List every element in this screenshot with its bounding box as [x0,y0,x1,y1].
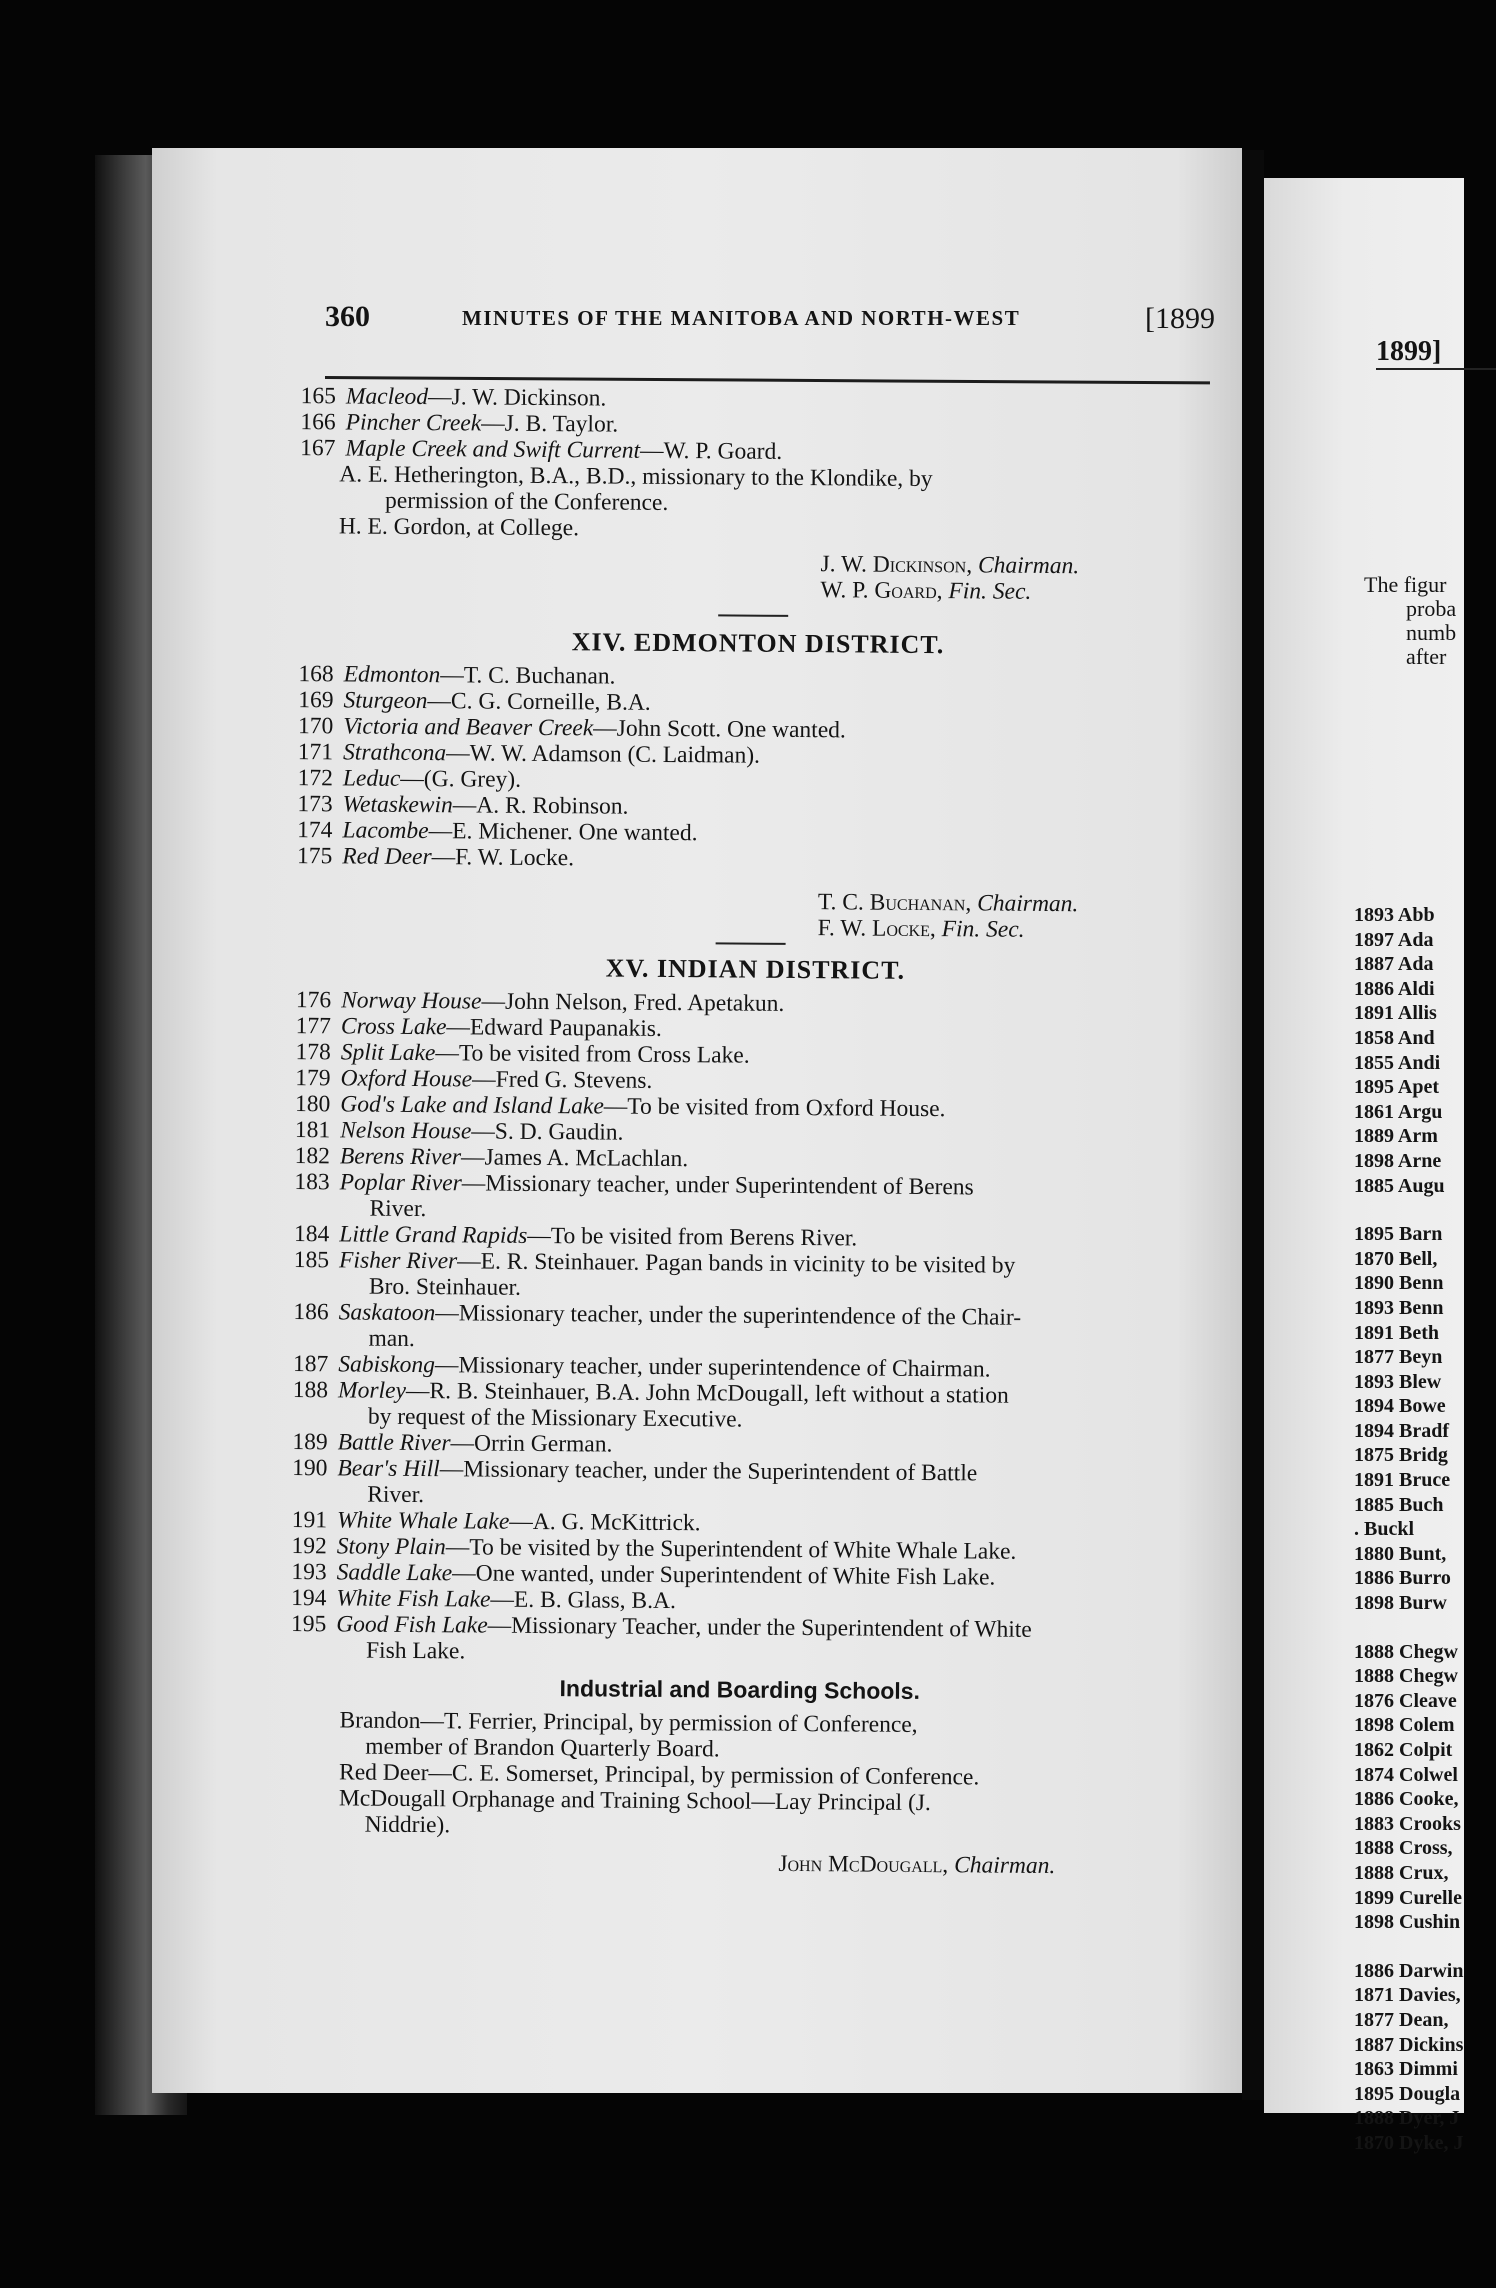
entry-text: —W. P. Goard. [639,437,783,465]
entry-text: —Edward Paupanakis. [446,1014,662,1042]
facing-list-item: 1888 Dyer, J [1354,2107,1460,2130]
facing-list-item: 1890 Benn [1354,1272,1444,1295]
station-name: God's Lake and Island Lake [340,1091,604,1120]
facing-list-item: 1897 Ada [1354,928,1434,951]
entry-continuation: River. [369,1195,427,1223]
facing-list-item: 1874 Colwel [1354,1763,1458,1786]
facing-list-item: 1898 Arne [1354,1149,1442,1172]
facing-list-item: 1895 Dougla [1354,2082,1461,2105]
entry-text: —Missionary teacher, under the superintendence of the Chair- [435,1300,1022,1331]
facing-list-item: 1888 Crux, [1354,1861,1449,1884]
entry-number: 191 [291,1507,328,1534]
chairman-name: John McDougall, [778,1850,949,1879]
station-name: Saddle Lake [336,1559,453,1587]
facing-list-item: 1877 Beyn [1354,1346,1443,1369]
facing-list-item: 1880 Bunt, [1354,1542,1447,1565]
page-body [278,383,1210,1880]
entry-text: —A. R. Robinson. [452,792,629,820]
station-name: Good Fish Lake [336,1611,488,1639]
entry-text: —To be visited from Cross Lake. [435,1040,750,1069]
facing-list-item: 1888 Chegw [1354,1640,1458,1663]
facing-list-item: 1887 Dickins [1354,2033,1464,2056]
list-gap [1354,1935,1463,1959]
note-text: H. E. Gordon, at College. [338,513,580,542]
facing-list-item: 1886 Aldi [1354,977,1435,1000]
facing-list-item: 1895 Apet [1354,1076,1439,1099]
facing-list-item: 1862 Colpit [1354,1739,1453,1761]
entry-text: —A. G. McKittrick. [509,1508,701,1537]
entry-text: —Orrin German. [450,1430,613,1458]
entry-text: —To be visited by the Superintendent of White Whale Lake. [445,1534,1017,1565]
station-name: Nelson House [340,1117,472,1145]
entry-number: 171 [297,739,334,766]
facing-page-rule [1376,368,1496,370]
station-name: Oxford House [340,1065,473,1093]
station-name: Split Lake [340,1039,436,1067]
station-name: Leduc [342,765,401,792]
facing-intro-line: after [1406,644,1447,669]
station-name: Bear's Hill [337,1455,440,1483]
entry-text: —Missionary teacher, under the Superintendent of Battle [439,1456,978,1487]
entry-number: 188 [292,1377,329,1404]
facing-list-item: 1855 Andi [1354,1051,1441,1074]
entry-number: 187 [292,1351,329,1378]
station-name: Macleod [345,383,429,411]
entry-continuation: River. [367,1481,425,1509]
station-name: Pincher Creek [345,409,482,437]
facing-list-item: . Buckl [1354,1518,1415,1541]
station-name: Red Deer [342,843,432,871]
entry-number: 173 [297,791,333,818]
entry-text: —James A. McLachlan. [460,1144,689,1173]
facing-list-item: 1899 Curelle [1354,1886,1462,1909]
entry-number: 165 [300,383,336,410]
station-name: Cross Lake [340,1013,447,1041]
facing-list-item: 1898 Burw [1354,1592,1447,1615]
page-gutter [1242,150,1264,2100]
facing-intro-line: proba [1406,596,1457,621]
entry-number: 189 [292,1429,328,1456]
facing-list-item: 1893 Benn [1354,1296,1444,1319]
facing-page-list [1354,903,1463,2156]
station-name: Strathcona [342,739,447,767]
section-xv-entries [280,987,1205,1670]
station-name: Saskatoon [338,1299,436,1327]
station-name: Wetaskewin [342,791,453,819]
entry-text: —(G. Grey). [400,765,522,793]
entry-number: 170 [297,713,334,740]
entry-number: 172 [297,765,333,792]
facing-list-item: 1898 Colem [1354,1714,1455,1737]
finsec-title: Fin. Sec. [948,578,1032,605]
entry-text: —Missionary Teacher, under the Superintendent of White [487,1612,1032,1643]
schools-text: McDougall Orphanage and Training School—Lay Principal (J. [338,1785,931,1817]
schools-text: member of Brandon Quarterly Board. [365,1733,720,1763]
station-name: Fisher River [339,1247,458,1275]
entry-continuation: man. [368,1325,415,1353]
entry-number: 193 [291,1559,327,1586]
entry-text: —Missionary teacher, under superintendence of Chairman. [434,1352,991,1383]
section-divider [718,614,788,617]
chairman-name: J. W. Dickinson, [820,551,973,579]
entry-continuation: Fish Lake. [365,1637,466,1665]
station-name: Maple Creek and Swift Current [345,435,641,464]
entry-number: 169 [298,687,334,714]
finsec-title: Fin. Sec. [941,916,1025,943]
facing-list-item: 1888 Cross, [1354,1837,1453,1860]
entry-number: 180 [294,1091,331,1118]
facing-list-item: 1870 Dyke, J [1354,2131,1464,2154]
entry-text: —J. B. Taylor. [481,410,619,438]
chairman-title: Chairman. [977,890,1079,918]
page-number: 360 [325,300,370,333]
facing-page-header: 1899] [1376,336,1442,367]
facing-page [1264,178,1464,2154]
entry-number: 195 [290,1611,327,1638]
facing-list-item: 1877 Dean, [1354,2008,1449,2031]
station-name: Victoria and Beaver Creek [343,713,594,742]
entry-text: —Fred G. Stevens. [472,1066,653,1094]
facing-list-item: 1885 Buch [1354,1493,1444,1516]
entry-number: 186 [293,1299,329,1326]
entry-text: —S. D. Gaudin. [471,1118,624,1146]
facing-list-item: 1886 Darwin [1354,1959,1464,1982]
entry-number: 168 [298,661,334,688]
facing-list-item: 1883 Crooks [1354,1812,1461,1835]
facing-list-item: 1886 Cooke, [1354,1788,1459,1811]
schools-text: Brandon—T. Ferrier, Principal, by permission of Conference, [339,1707,918,1738]
facing-list-item: 1876 Cleave [1354,1689,1457,1712]
entry-continuation: by request of the Missionary Executive. [367,1403,743,1433]
entry-text: —F. W. Locke. [431,844,575,872]
note-text: permission of the Conference. [384,487,669,516]
station-name: Berens River [339,1143,462,1171]
facing-list-item: 1870 Bell, [1354,1247,1438,1270]
station-name: Poplar River [339,1169,462,1197]
entry-text: —J. W. Dickinson. [428,384,607,412]
entry-number: 166 [300,409,336,436]
facing-list-item: 1894 Bradf [1354,1419,1449,1442]
facing-list-item: 1885 Augu [1354,1174,1445,1197]
entry-continuation: Bro. Steinhauer. [368,1273,522,1301]
facing-page-intro [1364,573,1456,669]
entry-number: 175 [296,843,333,870]
entry-number: 174 [297,817,333,844]
chairman-title: Chairman. [954,1852,1056,1880]
station-name: Morley [337,1377,407,1404]
list-gap [1354,1616,1463,1640]
schools-heading: Industrial and Boarding Schools. [559,1675,921,1704]
entry-text: —John Nelson, Fred. Apetakun. [481,988,785,1017]
running-year: [1899 [1145,302,1215,335]
station-name: White Fish Lake [336,1585,491,1613]
entry-number: 185 [293,1247,330,1274]
facing-intro-line: The figur [1364,572,1447,597]
facing-list-item: 1895 Barn [1354,1223,1443,1246]
entry-number: 177 [295,1013,332,1040]
station-name: Sturgeon [343,687,428,715]
entry-number: 178 [295,1039,331,1066]
schools-text: Niddrie). [364,1811,451,1839]
station-name: Lacombe [342,817,429,845]
facing-list-item: 1875 Bridg [1354,1444,1448,1467]
station-name: Edmonton [343,661,441,689]
entry-number: 184 [293,1221,330,1248]
section-xiii-entries [289,383,1210,468]
finsec-name: W. P. Goard, [820,577,943,605]
station-name: White Whale Lake [336,1507,510,1535]
station-name: Little Grand Rapids [339,1221,528,1249]
facing-list-item: 1861 Argu [1354,1100,1443,1123]
entry-text: —R. B. Steinhauer, B.A. John McDougall, left without a station [405,1377,1009,1409]
section-divider [716,942,786,945]
entry-number: 167 [300,435,336,462]
facing-list-item: 1871 Davies, [1354,1984,1461,2007]
entry-text: —E. R. Steinhauer. Pagan bands in vicinity to be visited by [457,1248,1016,1279]
facing-list-item: 1858 And [1354,1026,1435,1049]
facing-intro-line: numb [1406,620,1457,645]
entry-text: —Missionary teacher, under Superintendent of Berens [461,1170,974,1201]
entry-number: 183 [294,1169,330,1196]
facing-list-item: 1891 Allis [1354,1002,1437,1025]
facing-list-item: 1891 Beth [1354,1321,1439,1344]
chairman-title: Chairman. [977,552,1080,580]
list-gap [1354,1198,1463,1222]
note-text: A. E. Hetherington, B.A., B.D., missionary to the Klondike, by [339,461,933,493]
facing-list-item: 1863 Dimmi [1354,2058,1458,2081]
station-name: Norway House [341,987,482,1015]
running-head: MINUTES OF THE MANITOBA AND NORTH-WEST [462,306,1021,330]
entry-number: 176 [295,987,332,1014]
entry-number: 194 [291,1585,327,1612]
schools-text: Red Deer—C. E. Somerset, Principal, by permission of Conference. [338,1759,980,1791]
entry-number: 192 [291,1533,327,1560]
facing-list-item: 1894 Bowe [1354,1395,1446,1418]
facing-list-item: 1893 Abb [1354,904,1435,926]
entry-number: 179 [295,1065,331,1092]
district-heading: XIV. EDMONTON DISTRICT. [571,627,945,660]
entry-text: —E. Michener. One wanted. [428,818,698,847]
page-header [325,300,1215,340]
entry-text: —E. B. Glass, B.A. [490,1586,676,1615]
facing-list-item: 1889 Arm [1354,1125,1438,1148]
station-name: Sabiskong [338,1351,436,1379]
facing-list-item: 1888 Chegw [1354,1665,1458,1688]
finsec-name: F. W. Locke, [817,915,936,943]
entry-text: —One wanted, under Superintendent of White Fish Lake. [452,1560,996,1591]
entry-text: —John Scott. One wanted. [593,715,846,744]
section-xiv-entries [286,661,1208,876]
station-name: Battle River [337,1429,451,1457]
chairman-name: T. C. Buchanan, [817,889,972,917]
entry-number: 190 [292,1455,328,1482]
facing-list-item: 1893 Blew [1354,1370,1442,1393]
district-heading: XV. INDIAN DISTRICT. [605,953,906,985]
entry-text: —To be visited from Berens River. [527,1222,858,1252]
facing-list-item: 1886 Burro [1354,1567,1451,1590]
entry-text: —To be visited from Oxford House. [603,1093,946,1123]
entry-text: —C. G. Corneille, B.A. [427,688,651,716]
facing-list-item: 1887 Ada [1354,953,1434,976]
entry-text: —T. C. Buchanan. [440,662,616,690]
facing-list-item: 1898 Cushin [1354,1911,1461,1934]
entry-number: 182 [294,1143,331,1170]
facing-list-item: 1891 Bruce [1354,1469,1451,1492]
entry-number: 181 [294,1117,331,1144]
station-name: Stony Plain [336,1533,446,1561]
entry-text: —W. W. Adamson (C. Laidman). [446,740,761,769]
